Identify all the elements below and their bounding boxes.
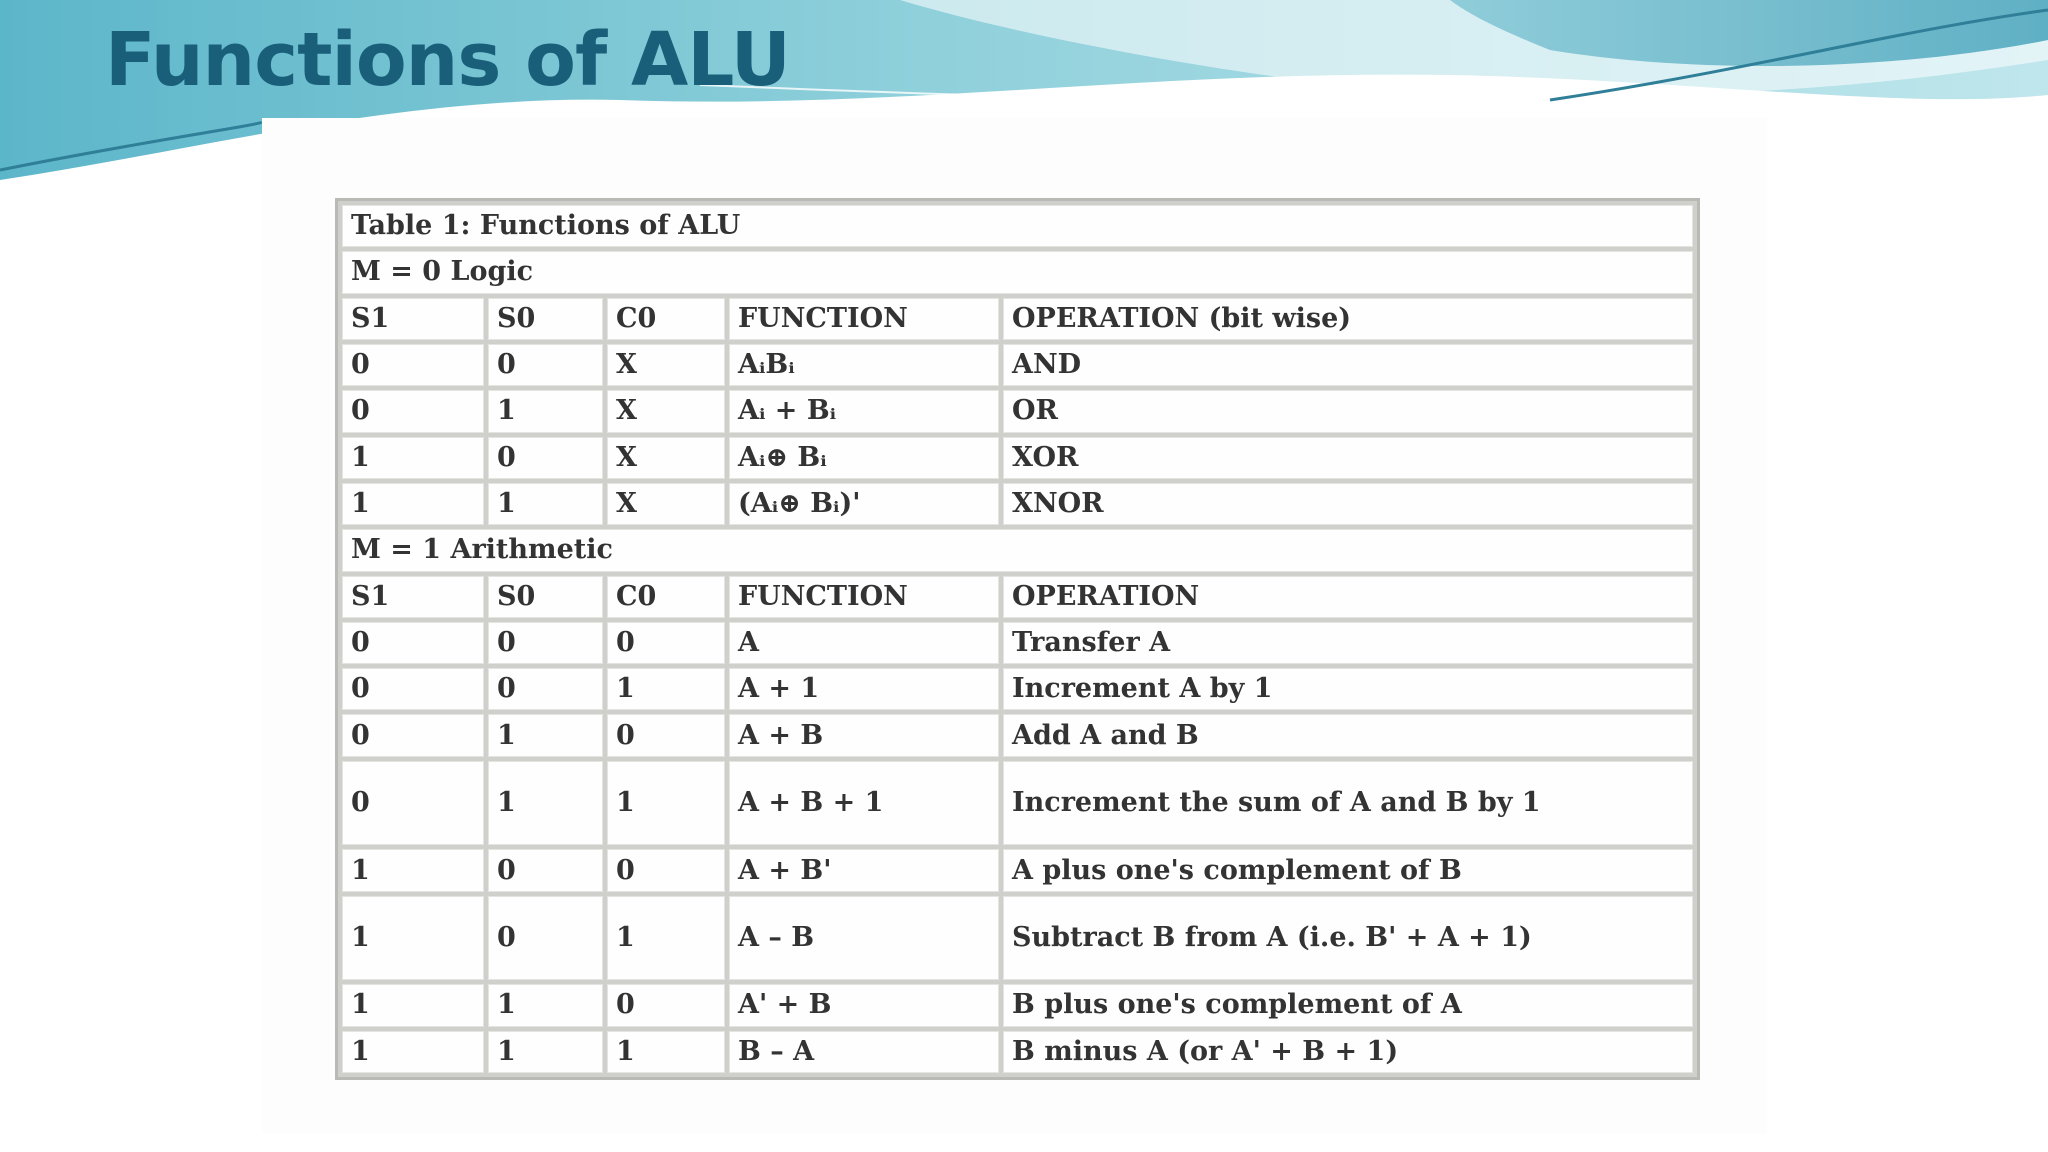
- s0-cell: 0: [488, 622, 603, 664]
- operation-cell: OPERATION (bit wise): [1003, 298, 1693, 340]
- section-logic: [342, 251, 1693, 293]
- operation-cell: B plus one's complement of A: [1003, 984, 1693, 1026]
- section-logic-cell: M = 0 Logic: [342, 251, 1693, 293]
- function-cell: B – A: [729, 1031, 999, 1073]
- section-arithmetic: [342, 529, 1693, 571]
- header-row-logic: [342, 298, 1693, 340]
- operation-cell: Add A and B: [1003, 714, 1693, 756]
- s1-cell: 0: [342, 390, 484, 432]
- s0-cell: 1: [488, 984, 603, 1026]
- table-row: [342, 896, 1693, 981]
- operation-cell: Transfer A: [1003, 622, 1693, 664]
- s1-cell: 1: [342, 984, 484, 1026]
- table-row: [342, 668, 1693, 710]
- operation-cell: Subtract B from A (i.e. B' + A + 1): [1003, 896, 1693, 981]
- table-row: [342, 984, 1693, 1026]
- table-row: [342, 344, 1693, 386]
- function-cell: A + B + 1: [729, 761, 999, 846]
- operation-cell: A plus one's complement of B: [1003, 849, 1693, 891]
- c0-cell: 1: [607, 761, 725, 846]
- table-row: [342, 390, 1693, 432]
- table-row: [342, 1031, 1693, 1073]
- s1-cell: 1: [342, 849, 484, 891]
- c0-cell: 1: [607, 1031, 725, 1073]
- table-caption-cell: Table 1: Functions of ALU: [342, 205, 1693, 247]
- function-cell: Aᵢ + Bᵢ: [729, 390, 999, 432]
- function-cell: Aᵢ⊕ Bᵢ: [729, 437, 999, 479]
- c0-cell: X: [607, 344, 725, 386]
- s1-cell: 1: [342, 1031, 484, 1073]
- table-row: [342, 761, 1693, 846]
- table-row: [342, 849, 1693, 891]
- s1-cell: 1: [342, 437, 484, 479]
- s0-cell: 1: [488, 483, 603, 525]
- operation-cell: B minus A (or A' + B + 1): [1003, 1031, 1693, 1073]
- s1-cell: 1: [342, 896, 484, 981]
- slide-title: Functions of ALU: [105, 17, 790, 103]
- function-cell: A' + B: [729, 984, 999, 1026]
- table-row: [342, 437, 1693, 479]
- operation-cell: OR: [1003, 390, 1693, 432]
- s1-cell: 0: [342, 761, 484, 846]
- s1-cell: 0: [342, 622, 484, 664]
- alu-table-body: [342, 205, 1693, 1073]
- s0-cell: 0: [488, 668, 603, 710]
- section-arithmetic-cell: M = 1 Arithmetic: [342, 529, 1693, 571]
- operation-cell: AND: [1003, 344, 1693, 386]
- c0-cell: C0: [607, 576, 725, 618]
- c0-cell: 0: [607, 622, 725, 664]
- s1-cell: S1: [342, 298, 484, 340]
- c0-cell: X: [607, 483, 725, 525]
- function-cell: FUNCTION: [729, 298, 999, 340]
- function-cell: A + 1: [729, 668, 999, 710]
- operation-cell: XNOR: [1003, 483, 1693, 525]
- s0-cell: S0: [488, 576, 603, 618]
- s0-cell: 1: [488, 761, 603, 846]
- operation-cell: XOR: [1003, 437, 1693, 479]
- function-cell: A: [729, 622, 999, 664]
- s0-cell: 0: [488, 344, 603, 386]
- c0-cell: X: [607, 390, 725, 432]
- s0-cell: 0: [488, 896, 603, 981]
- s1-cell: 0: [342, 344, 484, 386]
- s0-cell: 1: [488, 1031, 603, 1073]
- operation-cell: Increment A by 1: [1003, 668, 1693, 710]
- function-cell: A + B: [729, 714, 999, 756]
- c0-cell: X: [607, 437, 725, 479]
- s0-cell: S0: [488, 298, 603, 340]
- s1-cell: 1: [342, 483, 484, 525]
- function-cell: (Aᵢ⊕ Bᵢ)': [729, 483, 999, 525]
- c0-cell: 1: [607, 896, 725, 981]
- table-row: [342, 483, 1693, 525]
- operation-cell: OPERATION: [1003, 576, 1693, 618]
- table-row: [342, 714, 1693, 756]
- header-row-arithmetic: [342, 576, 1693, 618]
- c0-cell: 0: [607, 714, 725, 756]
- s0-cell: 1: [488, 714, 603, 756]
- c0-cell: 0: [607, 984, 725, 1026]
- table-caption: [342, 205, 1693, 247]
- s0-cell: 1: [488, 390, 603, 432]
- function-cell: FUNCTION: [729, 576, 999, 618]
- operation-cell: Increment the sum of A and B by 1: [1003, 761, 1693, 846]
- table-row: [342, 622, 1693, 664]
- s0-cell: 0: [488, 849, 603, 891]
- c0-cell: 0: [607, 849, 725, 891]
- s1-cell: S1: [342, 576, 484, 618]
- c0-cell: 1: [607, 668, 725, 710]
- c0-cell: C0: [607, 298, 725, 340]
- s1-cell: 0: [342, 714, 484, 756]
- s1-cell: 0: [342, 668, 484, 710]
- function-cell: AᵢBᵢ: [729, 344, 999, 386]
- function-cell: A + B': [729, 849, 999, 891]
- s0-cell: 0: [488, 437, 603, 479]
- function-cell: A – B: [729, 896, 999, 981]
- alu-functions-table: [335, 198, 1700, 1080]
